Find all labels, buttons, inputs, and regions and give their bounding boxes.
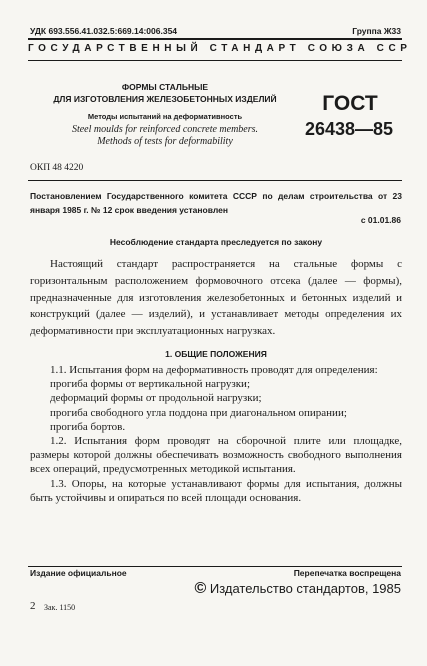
order-number: Зак. 1150 — [44, 603, 76, 612]
list-item: деформаций формы от продольной нагрузки; — [50, 392, 262, 405]
english-title-line2: Methods of tests for deformability — [97, 136, 233, 147]
english-title-line1: Steel moulds for reinforced concrete members. — [71, 124, 259, 135]
publisher-name: Издательство стандартов, 1985 — [209, 581, 401, 596]
official-edition-label: Издание официальное — [30, 568, 127, 578]
document-title-line2: ДЛЯ ИЗГОТОВЛЕНИЯ ЖЕЛЕЗОБЕТОННЫХ ИЗДЕЛИЙ — [53, 94, 277, 104]
reprint-notice: Перепечатка воспрещена — [293, 568, 401, 578]
list-item: прогиба формы от вертикальной нагрузки; — [50, 378, 251, 391]
document-subtitle-ru: Методы испытаний на деформативность — [87, 112, 243, 121]
gost-label: ГОСТ — [322, 92, 378, 115]
list-item: прогиба бортов. — [50, 420, 126, 433]
document-title-line1: ФОРМЫ СТАЛЬНЫЕ — [121, 82, 209, 92]
okp-code: ОКП 48 4220 — [30, 163, 84, 173]
group-code: Группа Ж33 — [352, 26, 401, 36]
gost-number: 26438—85 — [304, 119, 394, 139]
clause-1-3: 1.3. Опоры, на которые устанавливают формы для испытания, должны быть устойчивы и опираться по всей площади основания. — [30, 477, 402, 504]
copyright-icon: © — [194, 580, 207, 597]
clause-1-2: 1.2. Испытания форм проводят на сборочной плите или площадке, размеры которой должны обеспечивать возможность свободного выполнения всех операций, предусмотренных методикой испытания. — [30, 435, 402, 476]
footer-rule — [28, 566, 402, 567]
section-heading: 1. ОБЩИЕ ПОЛОЖЕНИЯ — [165, 349, 267, 359]
effective-date: с 01.01.86 — [360, 215, 401, 225]
decree-text: Постановлением Государственного комитета СССР по делам строительства от 23 января 1985 г. № 12 срок введения установлен — [30, 191, 402, 215]
clause-1-1: 1.1. Испытания форм на деформативность проводят для определения: — [50, 364, 378, 376]
udk-code: УДК 693.556.41.032.5:669.14:006.354 — [30, 26, 178, 36]
intro-block — [30, 256, 402, 340]
header-rule-bottom — [28, 60, 402, 61]
copyright-line — [194, 580, 401, 598]
header-rule-top — [28, 38, 402, 40]
section-body — [30, 363, 402, 505]
okp-rule — [28, 180, 402, 181]
list-item: прогиба свободного угла поддона при диагональном опирании; — [50, 406, 347, 419]
page-number: 2 — [30, 600, 36, 612]
law-notice: Несоблюдение стандарта преследуется по закону — [109, 237, 323, 247]
standard-banner: ГОСУДАРСТВЕННЫЙ СТАНДАРТ СОЮЗА ССР — [28, 43, 412, 54]
intro-paragraph: Настоящий стандарт распространяется на стальные формы с горизонтальным расположением формовочного отсека (далее — формы), предназначенные для изготовления железобетонных и бетонных изделий и конструкций (далее — изделий), и устанавливает методы определения их деформативности при эксплуатационных нагрузках. — [30, 258, 402, 338]
